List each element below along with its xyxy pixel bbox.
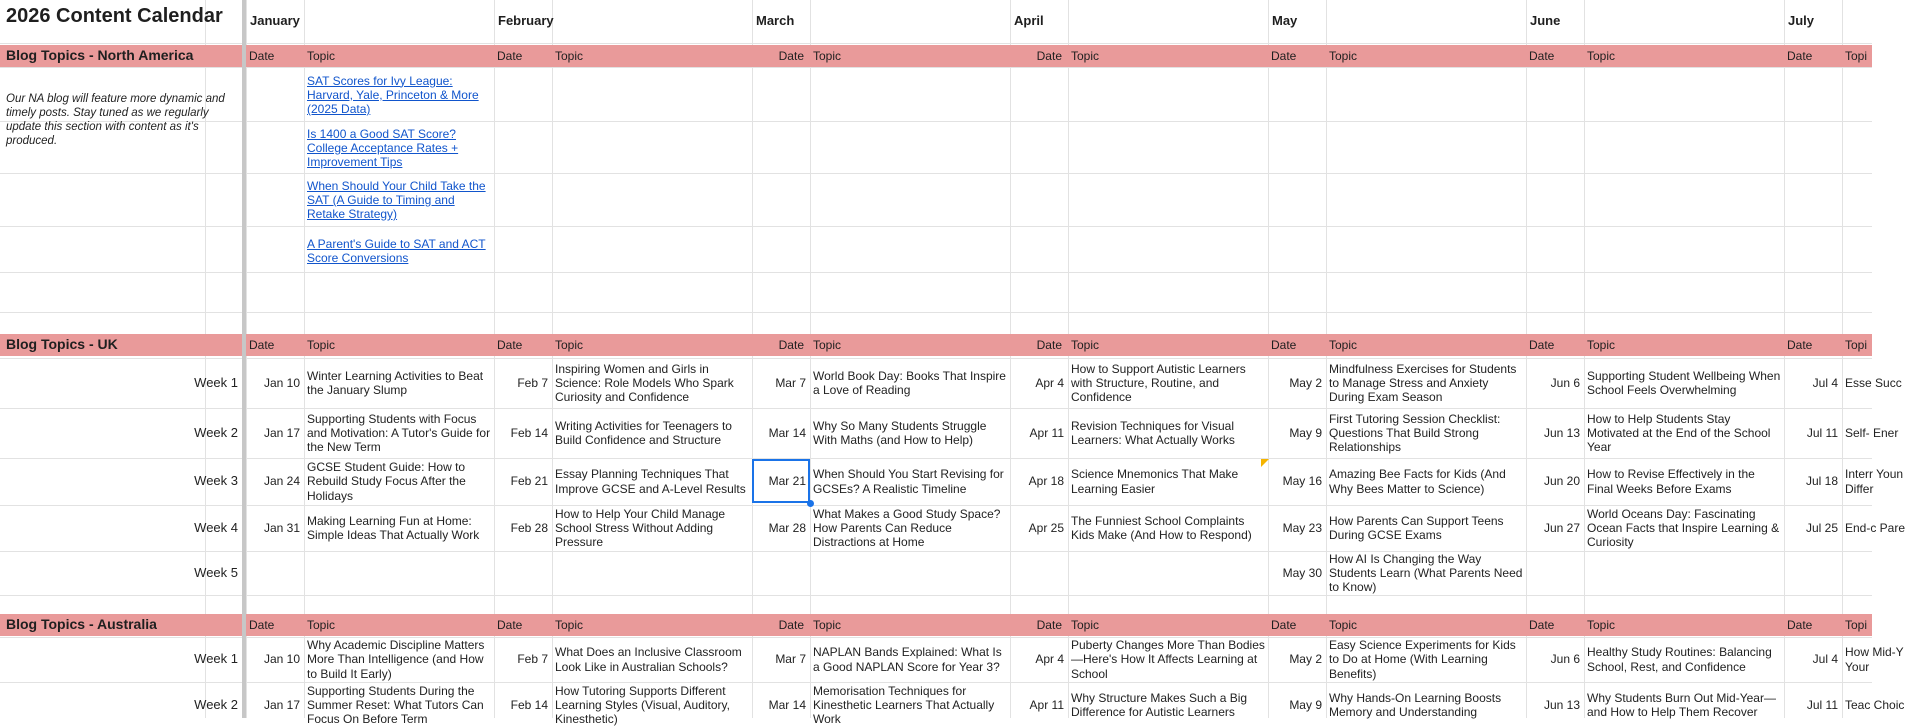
au-topic-cell[interactable] [555,637,750,682]
uk-date-cell[interactable]: Feb 21 [510,474,548,489]
uk-topic-cell[interactable] [307,458,492,505]
topic-col-header: Topic [555,49,584,63]
month-header-7: July [1788,13,1815,28]
au-date-cell[interactable]: Mar 14 [768,697,806,712]
na-link-2[interactable] [307,124,493,172]
au-topic-text: Healthy Study Routines: Balancing School, Rest, and Confidence [1587,645,1772,674]
uk-topic-text: Supporting Students with Focus and Motivation: A Tutor's Guide for the New Term [307,411,491,455]
na-link-text[interactable]: SAT Scores for Ivy League: Harvard, Yale, Princeton & More (2025 Data) [307,73,479,117]
uk-topic-text: Supporting Student Wellbeing When School Feels Overwhelming [1587,368,1781,397]
uk-date-cell[interactable]: Jul 11 [1806,425,1838,440]
uk-date-cell[interactable]: Jan 17 [263,425,300,440]
au-topic-text: How Tutoring Supports Different Learning Styles (Visual, Auditory, Kinesthetic) [555,683,730,727]
topic-col-header: Topi [1845,338,1868,352]
uk-date-cell[interactable]: May 9 [1289,425,1322,440]
uk-topic-text: Esse Succ [1845,375,1902,390]
uk-date-cell[interactable]: Jun 13 [1543,425,1580,440]
na-link-text[interactable]: When Should Your Child Take the SAT (A Guide to Timing and Retake Strategy) [307,178,486,222]
au-topic-cell[interactable] [1071,637,1266,682]
week-label: Week 1 [194,651,238,667]
date-col-header: Date [497,338,523,352]
uk-topic-text: Science Mnemonics That Make Learning Easier [1071,467,1239,496]
uk-topic-cell[interactable] [1071,358,1266,408]
uk-topic-cell[interactable] [307,505,492,551]
uk-topic-cell[interactable] [555,458,750,505]
uk-topic-text: How to Help Your Child Manage School Stress Without Adding Pressure [555,506,726,550]
au-date-cell[interactable]: Jan 17 [263,697,300,712]
uk-date-cell[interactable]: Apr 11 [1029,425,1064,440]
uk-topic-cell[interactable] [1071,408,1266,458]
month-header-2: February [498,13,554,28]
uk-date-cell[interactable]: Feb 7 [517,375,548,390]
date-col-header: Date [1271,49,1297,63]
week-label: Week 4 [194,519,238,535]
au-topic-text: Memorisation Techniques for Kinesthetic Learners That Actually Work [813,683,995,727]
uk-topic-text: How to Help Students Stay Motivated at the End of the School Year [1587,411,1771,455]
uk-topic-text: Winter Learning Activities to Beat the January Slump [307,368,484,397]
topic-col-header: Topic [1587,338,1616,352]
date-col-header: Date [778,618,804,632]
uk-topic-cell[interactable] [813,551,1008,595]
date-col-header: Date [1036,338,1062,352]
uk-topic-cell[interactable] [1071,458,1266,505]
uk-topic-text: When Should You Start Revising for GCSEs? A Realistic Timeline [813,467,1004,496]
uk-date-cell[interactable]: May 2 [1289,375,1322,390]
uk-topic-cell[interactable] [307,408,492,458]
week-label: Week 5 [194,564,238,580]
au-topic-text: Easy Science Experiments for Kids to Do at Home (With Learning Benefits) [1329,638,1516,681]
uk-topic-cell[interactable] [307,358,492,408]
uk-topic-cell[interactable] [555,408,750,458]
au-topic-cell[interactable] [813,682,1008,728]
au-date-cell[interactable]: Apr 4 [1035,652,1064,667]
au-topic-cell[interactable] [307,637,492,682]
uk-date-cell[interactable]: Mar 28 [768,520,806,535]
au-date-cell[interactable]: May 9 [1289,697,1322,712]
uk-date-cell[interactable]: Apr 4 [1035,375,1064,390]
au-topic-cell[interactable] [1845,682,1928,728]
na-link-text[interactable]: Is 1400 a Good SAT Score? College Acceptance Rates + Improvement Tips [307,126,459,170]
selected-cell[interactable] [752,459,810,503]
date-col-header: Date [1787,49,1813,63]
uk-topic-text: World Oceans Day: Fascinating Ocean Facts that Inspire Learning & Curiosity [1587,506,1780,550]
uk-date-cell[interactable]: Jan 10 [263,375,300,390]
uk-topic-text: The Funniest School Complaints Kids Make (And How to Respond) [1071,513,1252,542]
uk-topic-text: Interr Youn Differ [1845,467,1904,496]
uk-date-cell[interactable]: Mar 21 [768,474,806,489]
uk-topic-text: Essay Planning Techniques That Improve GCSE and A-Level Results [555,467,746,496]
topic-col-header: Topic [1329,49,1358,63]
uk-date-cell[interactable]: Mar 7 [775,375,806,390]
uk-topic-text: How AI Is Changing the Way Students Learn (What Parents Need to Know) [1329,551,1523,595]
au-topic-cell[interactable] [813,637,1008,682]
au-topic-cell[interactable] [555,682,750,728]
uk-topic-cell[interactable] [1329,358,1524,408]
na-link-text[interactable]: A Parent's Guide to SAT and ACT Score Conversions [307,236,486,265]
uk-topic-text: Self- Ener [1845,425,1899,440]
month-header-3: March [756,13,795,28]
au-date-cell[interactable]: Jun 6 [1550,652,1580,667]
au-topic-cell[interactable] [1329,682,1524,728]
date-col-header: Date [1271,338,1297,352]
uk-topic-text: World Book Day: Books That Inspire a Love of Reading [813,368,1006,397]
uk-topic-text: How to Support Autistic Learners with Structure, Routine, and Confidence [1071,361,1246,405]
uk-date-cell[interactable]: Feb 28 [510,520,548,535]
uk-date-cell[interactable]: Jul 18 [1805,474,1838,489]
uk-date-cell[interactable]: Jul 25 [1805,520,1838,535]
au-date-cell[interactable]: Feb 14 [510,697,548,712]
au-topic-cell[interactable] [1587,682,1782,728]
date-col-header: Date [1529,618,1555,632]
topic-col-header: Topic [1071,49,1100,63]
au-topic-cell[interactable] [1587,637,1782,682]
date-col-header: Date [1787,618,1813,632]
month-header-6: June [1530,13,1561,28]
uk-topic-cell[interactable] [1587,551,1782,595]
uk-date-cell[interactable] [752,551,806,595]
topic-col-header: Topic [1071,618,1100,632]
uk-date-cell[interactable]: Apr 18 [1028,474,1064,489]
uk-date-cell[interactable]: May 30 [1282,565,1322,580]
uk-date-cell[interactable]: Jan 24 [263,474,300,489]
week-label: Week 1 [194,374,238,390]
topic-col-header: Topic [555,618,584,632]
au-topic-text: Why Academic Discipline Matters More Than Intelligence (and How to Build It Early) [307,638,485,681]
uk-topic-cell[interactable] [1587,458,1782,505]
date-col-header: Date [249,618,275,632]
uk-date-cell[interactable]: May 16 [1282,474,1322,489]
uk-topic-cell[interactable] [813,358,1008,408]
topic-col-header: Topic [813,49,842,63]
date-col-header: Date [1787,338,1813,352]
date-col-header: Date [1036,618,1062,632]
uk-date-cell[interactable]: Feb 14 [510,425,548,440]
uk-topic-cell[interactable] [1329,551,1524,595]
na-note: Our NA blog will feature more dynamic and timely posts. Stay tuned as we regularly update this section with content as it's produced. [6,93,225,147]
month-header-5: May [1272,13,1298,28]
uk-topic-cell[interactable] [307,551,492,595]
uk-topic-text: Writing Activities for Teenagers to Build Confidence and Structure [555,418,732,447]
au-topic-text: How Mid-Y Your [1845,645,1904,674]
uk-topic-text: First Tutoring Session Checklist: Questions That Build Strong Relationships [1329,411,1501,455]
topic-col-header: Topic [1329,338,1358,352]
uk-topic-cell[interactable] [1845,358,1928,408]
week-label: Week 3 [194,473,238,489]
au-topic-cell[interactable] [307,682,492,728]
au-topic-text: What Does an Inclusive Classroom Look Like in Australian Schools? [555,645,742,674]
au-date-cell[interactable]: Mar 7 [775,652,806,667]
au-date-cell[interactable]: Feb 7 [517,652,548,667]
uk-topic-cell[interactable] [1071,505,1266,551]
uk-date-cell[interactable]: Jun 20 [1543,474,1580,489]
uk-date-cell[interactable]: Jun 27 [1543,520,1580,535]
au-topic-text: Why Structure Makes Such a Big Difference for Autistic Learners [1071,690,1248,719]
uk-topic-cell[interactable] [555,551,750,595]
comment-indicator[interactable] [1261,459,1269,467]
au-topic-text: Teac Choic [1845,697,1905,712]
au-topic-cell[interactable] [1071,682,1266,728]
page-title: 2026 Content Calendar [6,5,223,27]
uk-topic-text: Making Learning Fun at Home: Simple Ideas That Actually Work [307,513,480,542]
section-title-au: Blog Topics - Australia [6,616,157,632]
uk-date-cell[interactable] [1784,551,1838,595]
date-col-header: Date [497,618,523,632]
topic-col-header: Topic [813,338,842,352]
topic-col-header: Topic [1587,618,1616,632]
uk-topic-text: Revision Techniques for Visual Learners: What Actually Works [1071,418,1235,447]
uk-date-cell[interactable]: Jun 6 [1550,375,1580,390]
uk-topic-cell[interactable] [1587,408,1782,458]
uk-topic-text: What Makes a Good Study Space? How Parents Can Reduce Distractions at Home [813,506,1001,550]
date-col-header: Date [1529,49,1555,63]
topic-col-header: Topic [1587,49,1616,63]
uk-topic-text: How to Revise Effectively in the Final Weeks Before Exams [1587,467,1755,496]
uk-date-cell[interactable]: Mar 14 [768,425,806,440]
na-link-1[interactable] [307,71,493,119]
date-col-header: Date [778,49,804,63]
date-col-header: Date [1036,49,1062,63]
uk-topic-cell[interactable] [555,358,750,408]
au-topic-text: NAPLAN Bands Explained: What Is a Good NAPLAN Score for Year 3? [813,645,1002,674]
uk-topic-cell[interactable] [1587,358,1782,408]
uk-topic-cell[interactable] [1845,408,1928,458]
au-topic-cell[interactable] [1845,637,1928,682]
uk-topic-cell[interactable] [813,408,1008,458]
uk-date-cell[interactable] [246,551,300,595]
topic-col-header: Topic [813,618,842,632]
date-col-header: Date [249,49,275,63]
uk-topic-cell[interactable] [813,458,1008,505]
topic-col-header: Topic [307,338,336,352]
uk-date-cell[interactable]: Jan 31 [263,520,300,535]
date-col-header: Date [497,49,523,63]
topic-col-header: Topic [555,338,584,352]
section-title-na: Blog Topics - North America [6,47,194,63]
uk-topic-text: Amazing Bee Facts for Kids (And Why Bees Matter to Science) [1329,467,1506,496]
uk-topic-text: Inspiring Women and Girls in Science: Role Models Who Spark Curiosity and Confidence [555,361,734,405]
topic-col-header: Topic [1071,338,1100,352]
uk-topic-cell[interactable] [1845,458,1928,505]
au-topic-text: Why Hands-On Learning Boosts Memory and Understanding [1329,690,1502,719]
date-col-header: Date [249,338,275,352]
uk-date-cell[interactable] [494,551,548,595]
fill-handle[interactable] [807,500,814,507]
uk-topic-cell[interactable] [1329,458,1524,505]
date-col-header: Date [1529,338,1555,352]
topic-col-header: Topic [307,49,336,63]
uk-topic-cell[interactable] [1845,551,1928,595]
uk-topic-text: GCSE Student Guide: How to Rebuild Study Focus After the Holidays [307,460,466,503]
topic-col-header: Topi [1845,49,1868,63]
au-topic-text: Puberty Changes More Than Bodies—Here's How It Affects Learning at School [1071,638,1265,681]
topic-col-header: Topi [1845,618,1868,632]
na-link-4[interactable] [307,231,493,271]
section-title-uk: Blog Topics - UK [6,336,118,352]
uk-date-cell[interactable] [1010,551,1064,595]
week-label: Week 2 [194,696,238,712]
topic-col-header: Topic [1329,618,1358,632]
month-header-1: January [250,13,300,28]
uk-date-cell[interactable]: May 23 [1282,520,1322,535]
au-topic-text: Why Students Burn Out Mid-Year—and How to Help Them Recover [1587,690,1776,719]
date-col-header: Date [1271,618,1297,632]
au-date-cell[interactable]: Jun 13 [1543,697,1580,712]
uk-topic-cell[interactable] [813,505,1008,551]
au-topic-text: Supporting Students During the Summer Reset: What Tutors Can Focus On Before Term [307,683,484,727]
au-date-cell[interactable]: Jul 4 [1812,652,1838,667]
date-col-header: Date [778,338,804,352]
uk-topic-cell[interactable] [1329,408,1524,458]
au-date-cell[interactable]: May 2 [1289,652,1322,667]
uk-topic-cell[interactable] [1845,505,1928,551]
uk-topic-text: How Parents Can Support Teens During GCSE Exams [1329,513,1504,542]
month-header-4: April [1014,13,1044,28]
uk-topic-text: Why So Many Students Struggle With Maths (and How to Help) [813,418,987,447]
uk-date-cell[interactable] [1526,551,1580,595]
au-date-cell[interactable]: Apr 11 [1029,697,1064,712]
uk-date-cell[interactable]: Apr 25 [1028,520,1064,535]
au-topic-cell[interactable] [1329,637,1524,682]
topic-col-header: Topic [307,618,336,632]
au-date-cell[interactable]: Jul 11 [1806,697,1838,712]
week-label: Week 2 [194,424,238,440]
uk-topic-cell[interactable] [1329,505,1524,551]
uk-topic-text: End-c Pare [1845,520,1906,535]
uk-topic-cell[interactable] [1587,505,1782,551]
uk-date-cell[interactable]: Jul 4 [1812,375,1838,390]
na-link-3[interactable] [307,176,493,224]
uk-topic-cell[interactable] [1071,551,1266,595]
uk-topic-text: Mindfulness Exercises for Students to Manage Stress and Anxiety During Exam Season [1329,361,1517,405]
au-date-cell[interactable]: Jan 10 [263,652,300,667]
uk-topic-cell[interactable] [555,505,750,551]
